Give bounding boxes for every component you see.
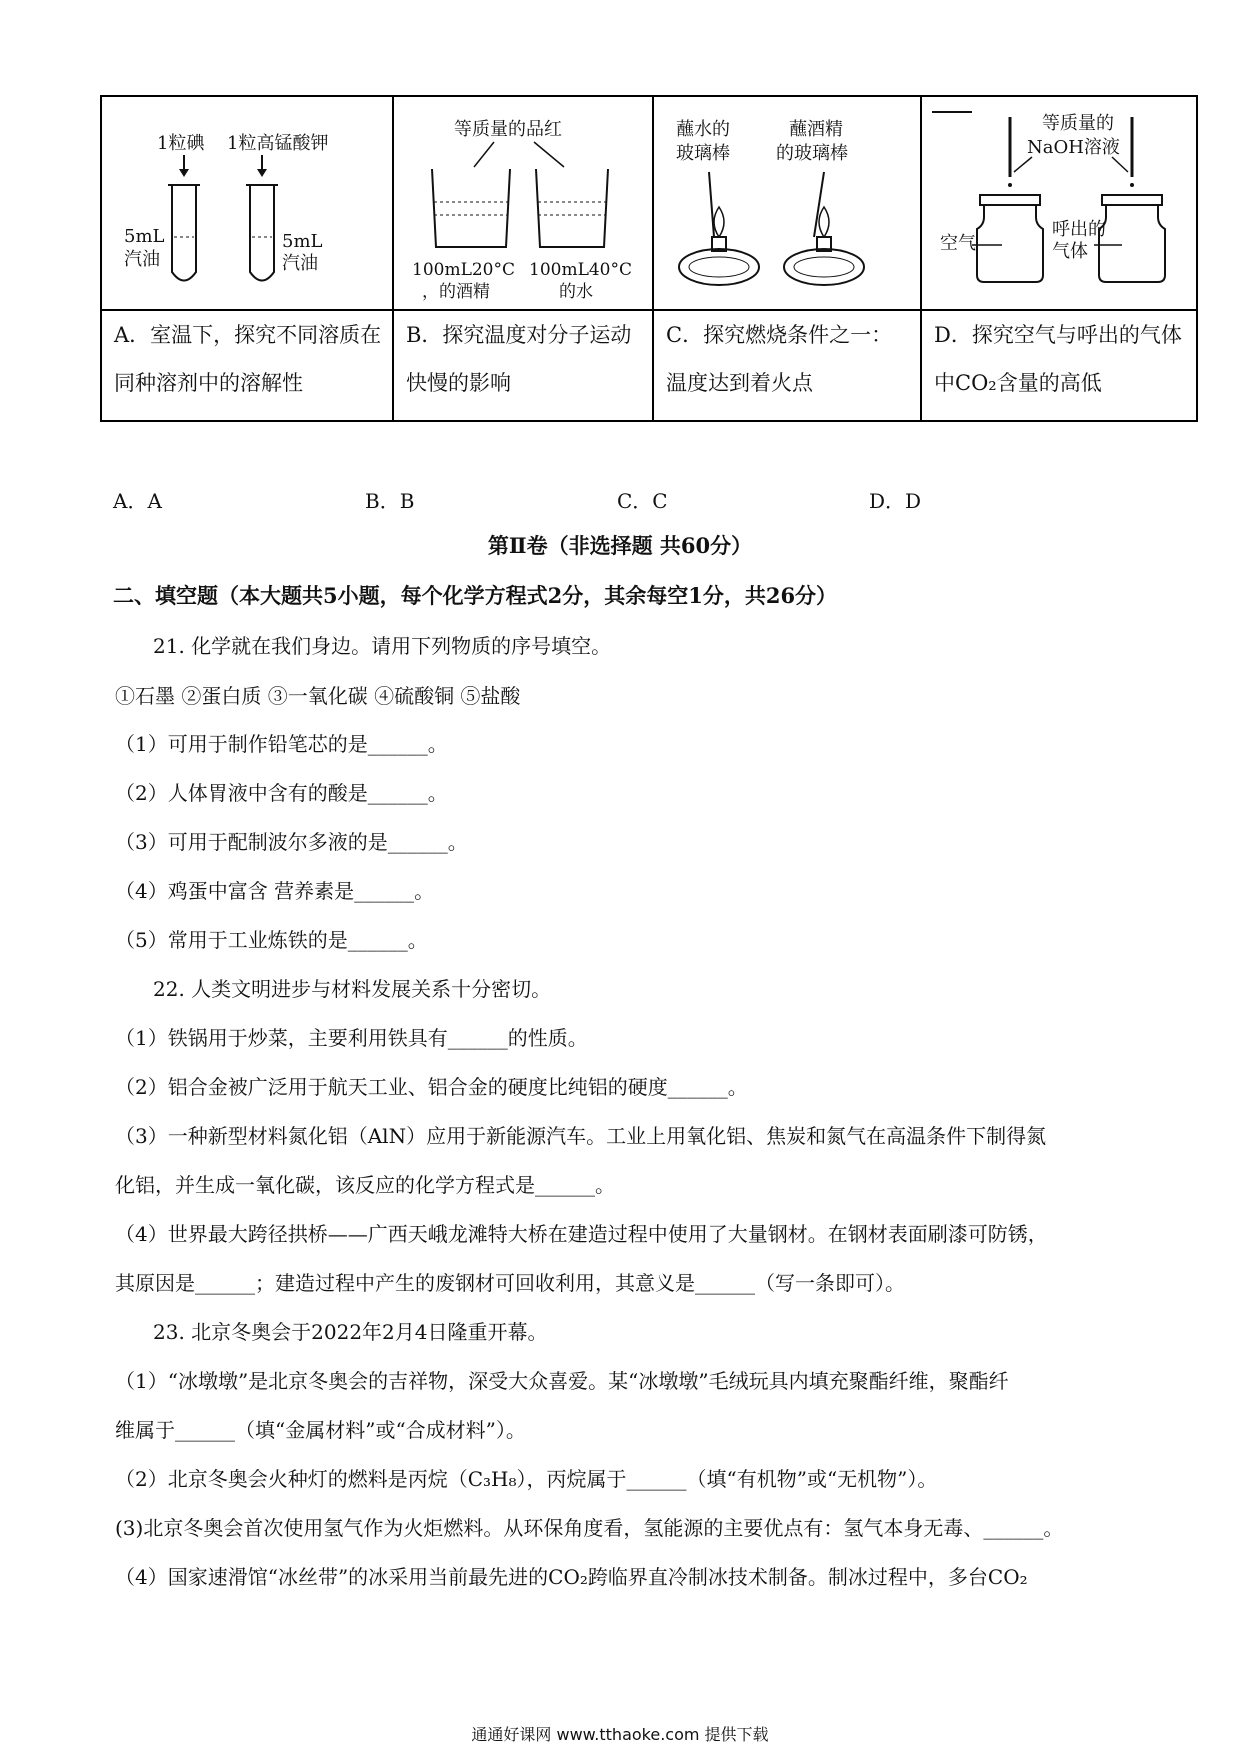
description-c: C．探究燃烧条件之一：温度达到着火点 xyxy=(666,323,893,395)
description-d: D．探究空气与呼出的气体中CO₂含量的高低 xyxy=(934,323,1182,395)
svg-text:蘸水的: 蘸水的 xyxy=(676,119,730,140)
footer-text: 通通好课网 www.tthaoke.com 提供下载 xyxy=(471,1725,769,1744)
option-c: C．C xyxy=(617,489,668,513)
svg-text:玻璃棒: 玻璃棒 xyxy=(676,143,730,164)
section-title: 二、填空题（本大题共5小题，每个化学方程式2分，其余每空1分，共26分） xyxy=(113,583,838,608)
description-b: B．探究温度对分子运动快慢的影响 xyxy=(406,323,632,395)
label-iodine: 1粒碘 xyxy=(157,133,205,154)
question-21-choices: ①石墨 ②蛋白质 ③一氧化碳 ④硫酸铜 ⑤盐酸 xyxy=(115,684,521,708)
svg-text:，的酒精: ，的酒精 xyxy=(422,282,490,302)
part-title: 第Ⅱ卷（非选择题 共60分） xyxy=(487,533,753,558)
table-cell-c xyxy=(654,97,922,420)
description-a: A．室温下，探究不同溶质在同种溶剂中的溶解性 xyxy=(114,323,382,395)
option-b: B．B xyxy=(365,489,415,513)
question-22-stem: 22. 人类文明进步与材料发展关系十分密切。 xyxy=(153,977,552,1001)
svg-text:5mL: 5mL xyxy=(282,231,323,252)
question-23-stem: 23. 北京冬奥会于2022年2月4日隆重开幕。 xyxy=(153,1320,548,1344)
question-23-line: 维属于______（填“金属材料”或“合成材料”）。 xyxy=(115,1418,526,1442)
svg-text:气体: 气体 xyxy=(1052,241,1088,262)
svg-text:的水: 的水 xyxy=(559,282,593,302)
svg-text:100mL20°C: 100mL20°C xyxy=(412,260,515,280)
question-22-line: 其原因是______；建造过程中产生的废钢材可回收利用，其意义是______（写一条即可）。 xyxy=(115,1271,905,1295)
svg-text:汽油: 汽油 xyxy=(124,249,160,270)
question-23-line: （1）“冰墩墩”是北京冬奥会的吉祥物，深受大众喜爱。某“冰墩墩”毛绒玩具内填充聚酯纤维，聚酯纤 xyxy=(115,1369,1009,1393)
svg-text:蘸酒精: 蘸酒精 xyxy=(789,119,843,140)
beakers-figure xyxy=(394,97,652,307)
question-22-line: （1）铁锅用于炒菜，主要利用铁具有______的性质。 xyxy=(115,1026,588,1050)
alcohol-lamps-figure xyxy=(654,97,920,307)
svg-text:的玻璃棒: 的玻璃棒 xyxy=(776,143,848,164)
question-22-line: （4）世界最大跨径拱桥——广西天峨龙滩特大桥在建造过程中使用了大量钢材。在钢材表面刷漆可防锈， xyxy=(115,1222,1048,1246)
question-21-item: （2）人体胃液中含有的酸是______。 xyxy=(115,781,448,805)
question-21-item: （3）可用于配制波尔多液的是______。 xyxy=(115,830,468,854)
table-cell-a xyxy=(102,97,394,420)
figure-table xyxy=(100,95,1198,422)
svg-text:汽油: 汽油 xyxy=(282,253,318,274)
svg-text:等质量的: 等质量的 xyxy=(1042,113,1114,134)
question-22-line: （3）一种新型材料氮化铝（AlN）应用于新能源汽车。工业上用氧化铝、焦炭和氮气在高温条件下制得氮 xyxy=(115,1124,1047,1148)
option-d: D．D xyxy=(869,489,922,513)
table-cell-d xyxy=(922,97,1196,420)
gas-bottles-figure xyxy=(922,97,1196,307)
question-21-stem: 21. 化学就在我们身边。请用下列物质的序号填空。 xyxy=(153,634,612,658)
svg-text:空气: 空气 xyxy=(940,233,976,254)
svg-text:等质量的品红: 等质量的品红 xyxy=(454,119,562,140)
question-23-line: （2）北京冬奥会火种灯的燃料是丙烷（C₃H₈），丙烷属于______（填“有机物”或“无机物”）。 xyxy=(115,1467,938,1491)
question-21-item: （1）可用于制作铅笔芯的是______。 xyxy=(115,732,448,756)
question-23-line: (3)北京冬奥会首次使用氢气作为火炬燃料。从环保角度看，氢能源的主要优点有：氢气本身无毒、______。 xyxy=(115,1516,1064,1540)
svg-text:呼出的: 呼出的 xyxy=(1052,219,1106,240)
test-tubes-figure xyxy=(102,97,392,307)
question-21-item: （4）鸡蛋中富含 营养素是______。 xyxy=(115,879,435,903)
question-22-line: 化铝，并生成一氧化碳，该反应的化学方程式是______。 xyxy=(115,1173,615,1197)
question-21-item: （5）常用于工业炼铁的是______。 xyxy=(115,928,428,952)
svg-text:5mL: 5mL xyxy=(124,226,165,247)
label-kmno4: 1粒高锰酸钾 xyxy=(227,133,329,154)
question-22-line: （2）铝合金被广泛用于航天工业、铝合金的硬度比纯铝的硬度______。 xyxy=(115,1075,748,1099)
question-23-line: （4）国家速滑馆“冰丝带”的冰采用当前最先进的CO₂跨临界直冷制冰技术制备。制冰过程中，多台CO₂ xyxy=(115,1565,1028,1589)
svg-text:NaOH溶液: NaOH溶液 xyxy=(1027,137,1120,158)
table-cell-b xyxy=(394,97,654,420)
option-a: A．A xyxy=(113,489,162,513)
svg-text:100mL40°C: 100mL40°C xyxy=(529,260,632,280)
